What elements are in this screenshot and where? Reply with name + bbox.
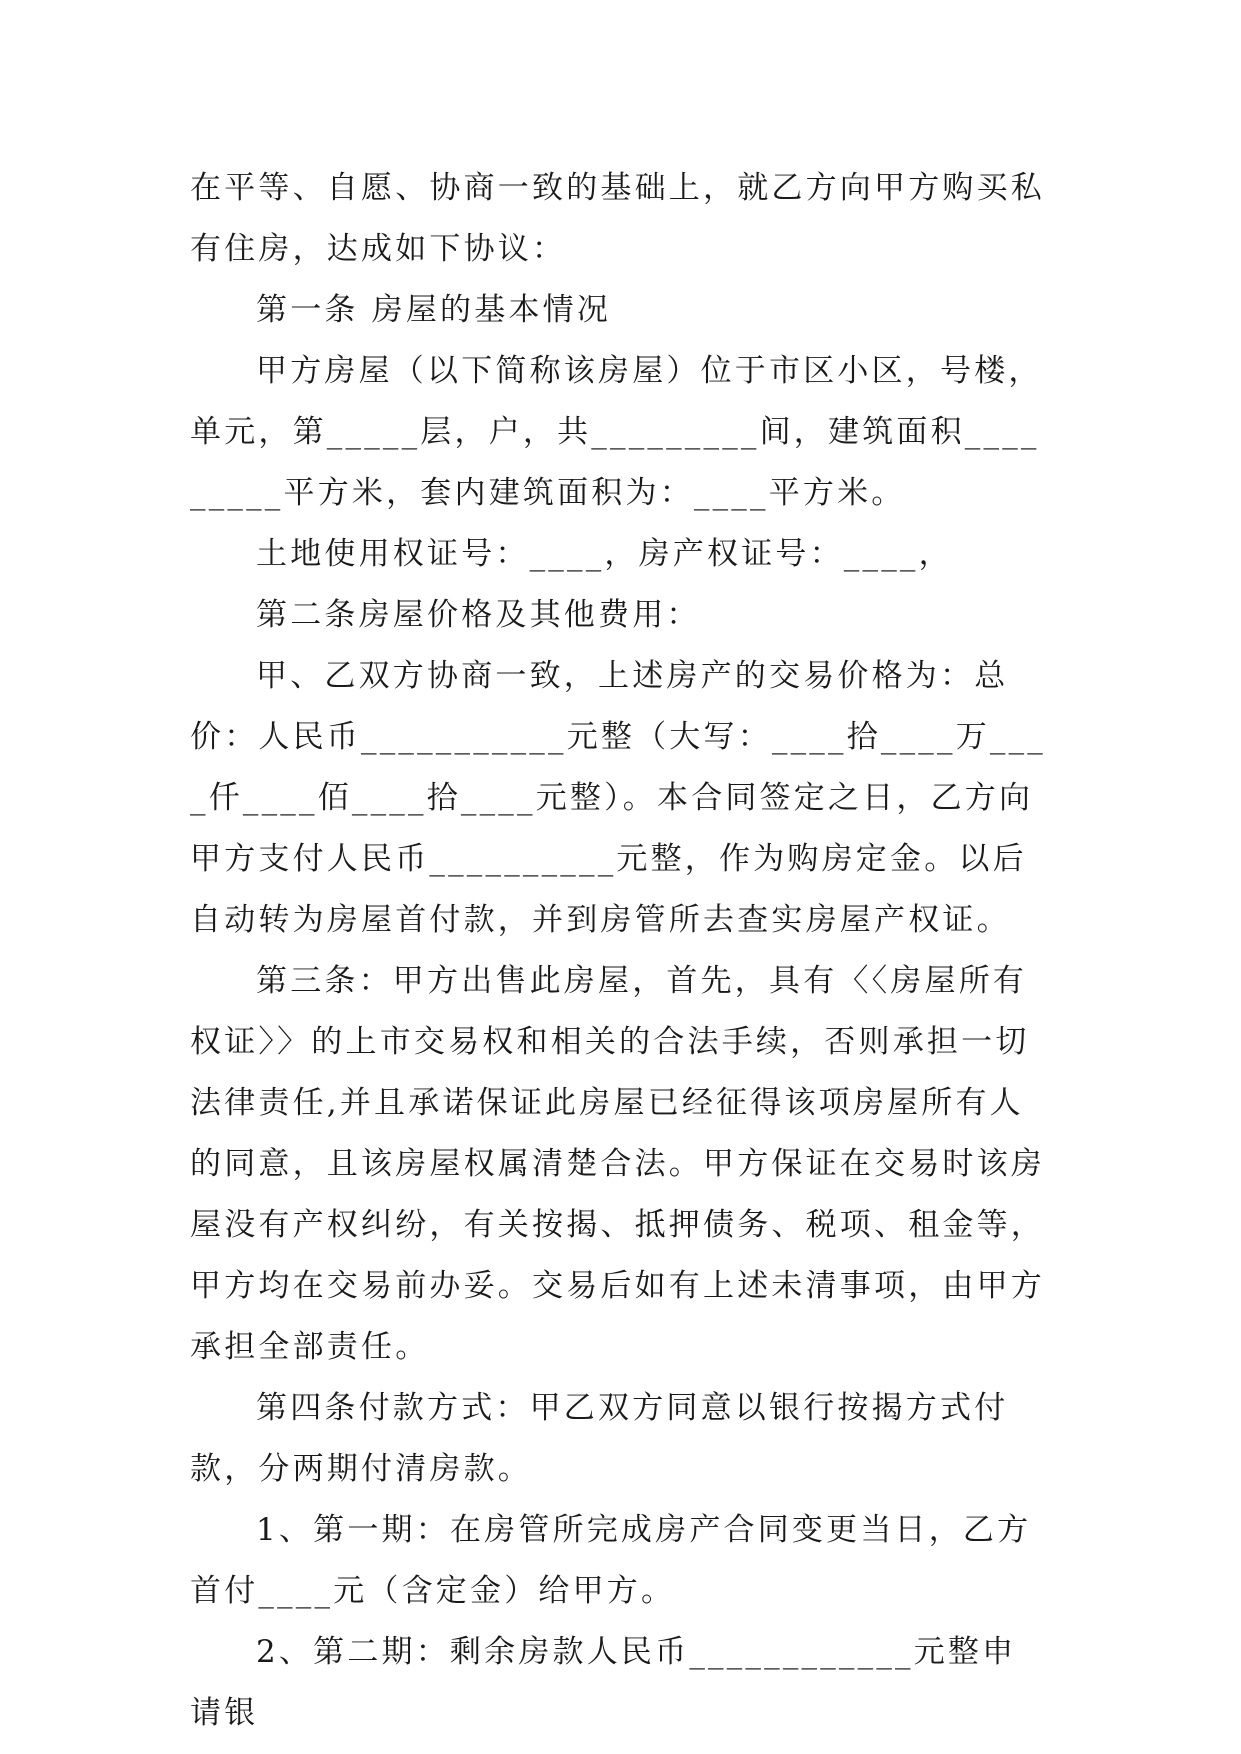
paragraph-article-4: 第四条付款方式：甲乙双方同意以银行按揭方式付款，分两期付清房款。	[190, 1390, 1009, 1487]
paragraph-house-location: 甲方房屋（以下简称该房屋）位于市区小区，号楼，单元，第_____层，户，共_________间，建筑面积_________平方米，套内建筑面积为：____平方米。	[190, 353, 1043, 511]
paragraph-article-3: 第三条：甲方出售此房屋，首先，具有〈〈房屋所有权证〉〉的上市交易权和相关的合法手续，否则承担一切法律责任,并且承诺保证此房屋已经征得该项房屋所有人的同意，且该房屋权属清楚合法。甲方保证在交易时该房屋没有产权纠纷，有关按揭、抵押债务、税项、租金等，甲方均在交易前办妥。交易后如有上述未清事项，由甲方承担全部责任。	[190, 963, 1045, 1365]
paragraph-article-1-heading: 第一条 房屋的基本情况	[256, 292, 612, 328]
paragraph-payment-phase-1: 1、第一期：在房管所完成房产合同变更当日，乙方首付____元（含定金）给甲方。	[190, 1512, 1032, 1609]
contract-body	[190, 158, 1048, 1744]
paragraph-price: 甲、乙双方协商一致，上述房产的交易价格为：总价：人民币___________元整（大写：____拾____万____仟____佰____拾____元整）。本合同签定之日，乙方向甲方支付人民币__________元整，作为购房定金。以后自动转为房屋首付款，并到房管所去查实房屋产权证。	[190, 658, 1046, 938]
paragraph-certificate-numbers: 土地使用权证号：____，房产权证号：____，	[256, 536, 953, 572]
paragraph-payment-phase-2: 2、第二期：剩余房款人民币____________元整申请银	[190, 1634, 1017, 1731]
paragraph-intro: 在平等、自愿、协商一致的基础上，就乙方向甲方购买私有住房，达成如下协议：	[190, 170, 1045, 267]
paragraph-article-2-heading: 第二条房屋价格及其他费用：	[256, 597, 701, 633]
